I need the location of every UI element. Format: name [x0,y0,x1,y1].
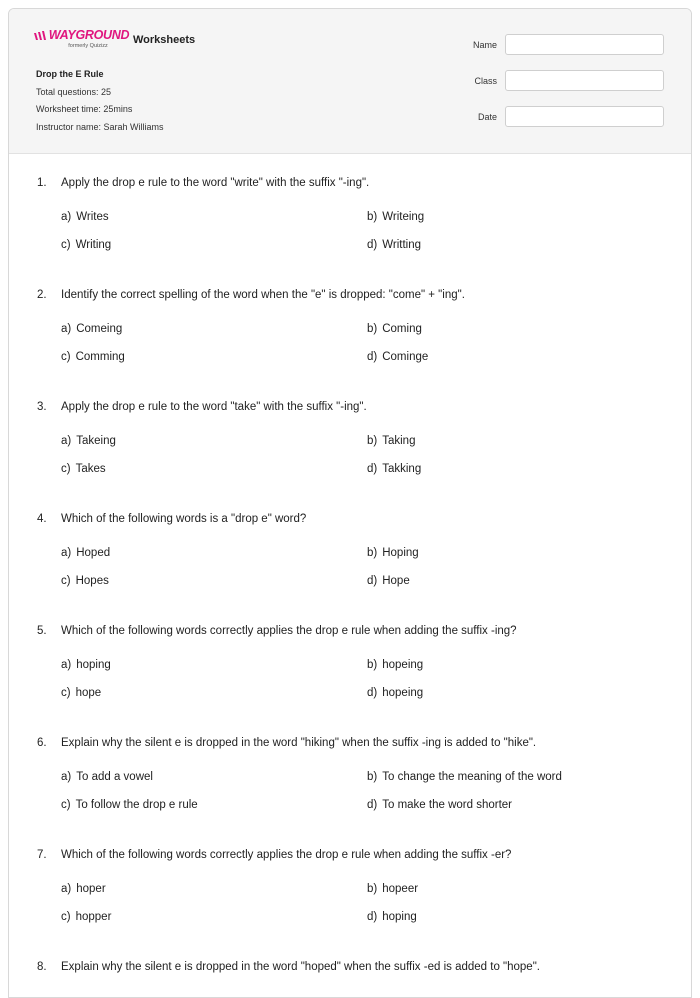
option-a[interactable]: a) To add a vowel [61,771,153,783]
question-number: 1. [37,177,47,189]
option-d[interactable]: d) Cominge [367,351,429,363]
option-c[interactable]: c) Hopes [61,575,109,587]
question-number: 3. [37,401,47,413]
option-a[interactable]: a) hoping [61,659,111,671]
question-1 [9,173,691,285]
wayground-logo [36,28,130,49]
class-row [473,70,664,91]
question-text: Explain why the silent e is dropped in the word "hoped" when the suffix -ed is added to "hope". [61,961,540,973]
question-text: Which of the following words is a "drop e" word? [61,513,307,525]
option-d[interactable]: d) Hope [367,575,410,587]
question-number: 7. [37,849,47,861]
question-list [9,173,691,998]
worksheet-meta [36,66,164,136]
option-b[interactable]: b) Taking [367,435,416,447]
student-fields [473,34,664,142]
date-row [473,106,664,127]
question-text: Which of the following words correctly applies the drop e rule when adding the suffix -er? [61,849,512,861]
question-number: 2. [37,289,47,301]
question-text: Apply the drop e rule to the word "write" with the suffix "-ing". [61,177,370,189]
option-c[interactable]: c) To follow the drop e rule [61,799,198,811]
question-number: 5. [37,625,47,637]
question-7 [9,845,691,957]
instructor-name: Instructor name: Sarah Williams [36,121,164,132]
date-label: Date [477,111,497,122]
question-number: 8. [37,961,47,973]
class-field[interactable] [505,70,664,91]
option-b[interactable]: b) hopeing [367,659,424,671]
worksheet-time: Worksheet time: 25mins [36,104,133,114]
option-a[interactable]: a) Takeing [61,435,116,447]
option-a[interactable]: a) hoper [61,883,106,895]
logo-word: WAYGROUND [48,28,130,42]
question-number: 6. [37,737,47,749]
option-d[interactable]: d) hopeing [367,687,424,699]
worksheet-header [9,9,691,154]
question-text: Identify the correct spelling of the word when the "e" is dropped: "come" + "ing". [61,289,465,301]
option-b[interactable]: b) To change the meaning of the word [367,771,562,783]
question-4 [9,509,691,621]
option-a[interactable]: a) Hoped [61,547,111,559]
worksheet-page [8,8,692,998]
name-row [473,34,664,55]
option-b[interactable]: b) hopeer [367,883,419,895]
option-b[interactable]: b) Hoping [367,547,419,559]
wayground-logo-icon [33,30,47,41]
option-c[interactable]: c) Comming [61,351,125,363]
question-3 [9,397,691,509]
total-questions: Total questions: 25 [36,86,112,97]
option-c[interactable]: c) Takes [61,463,106,475]
date-field[interactable] [505,106,664,127]
brand [36,29,195,49]
option-b[interactable]: b) Writeing [367,211,425,223]
class-label: Class [474,75,497,86]
option-d[interactable]: d) To make the word shorter [367,799,512,811]
question-text: Apply the drop e rule to the word "take" with the suffix "-ing". [61,401,367,413]
option-d[interactable]: d) Writting [367,239,422,251]
question-number: 4. [37,513,47,525]
question-text: Explain why the silent e is dropped in the word "hiking" when the suffix -ing is added to "hike". [61,737,537,749]
option-c[interactable]: c) Writing [61,239,112,251]
logo-subtitle: formerly Quizizz [68,43,108,49]
worksheet-title: Drop the E Rule [36,69,104,79]
option-b[interactable]: b) Coming [367,323,422,335]
question-5 [9,621,691,733]
option-d[interactable]: d) Takking [367,463,422,475]
name-field[interactable] [505,34,664,55]
option-c[interactable]: c) hope [61,687,102,699]
option-d[interactable]: d) hoping [367,911,417,923]
option-a[interactable]: a) Comeing [61,323,123,335]
question-text: Which of the following words correctly applies the drop e rule when adding the suffix -ing? [61,625,517,637]
question-2 [9,285,691,397]
name-label: Name [472,39,497,50]
question-6 [9,733,691,845]
option-c[interactable]: c) hopper [61,911,112,923]
product-name: Worksheets [133,34,196,46]
question-8 [9,957,691,998]
option-a[interactable]: a) Writes [61,211,109,223]
